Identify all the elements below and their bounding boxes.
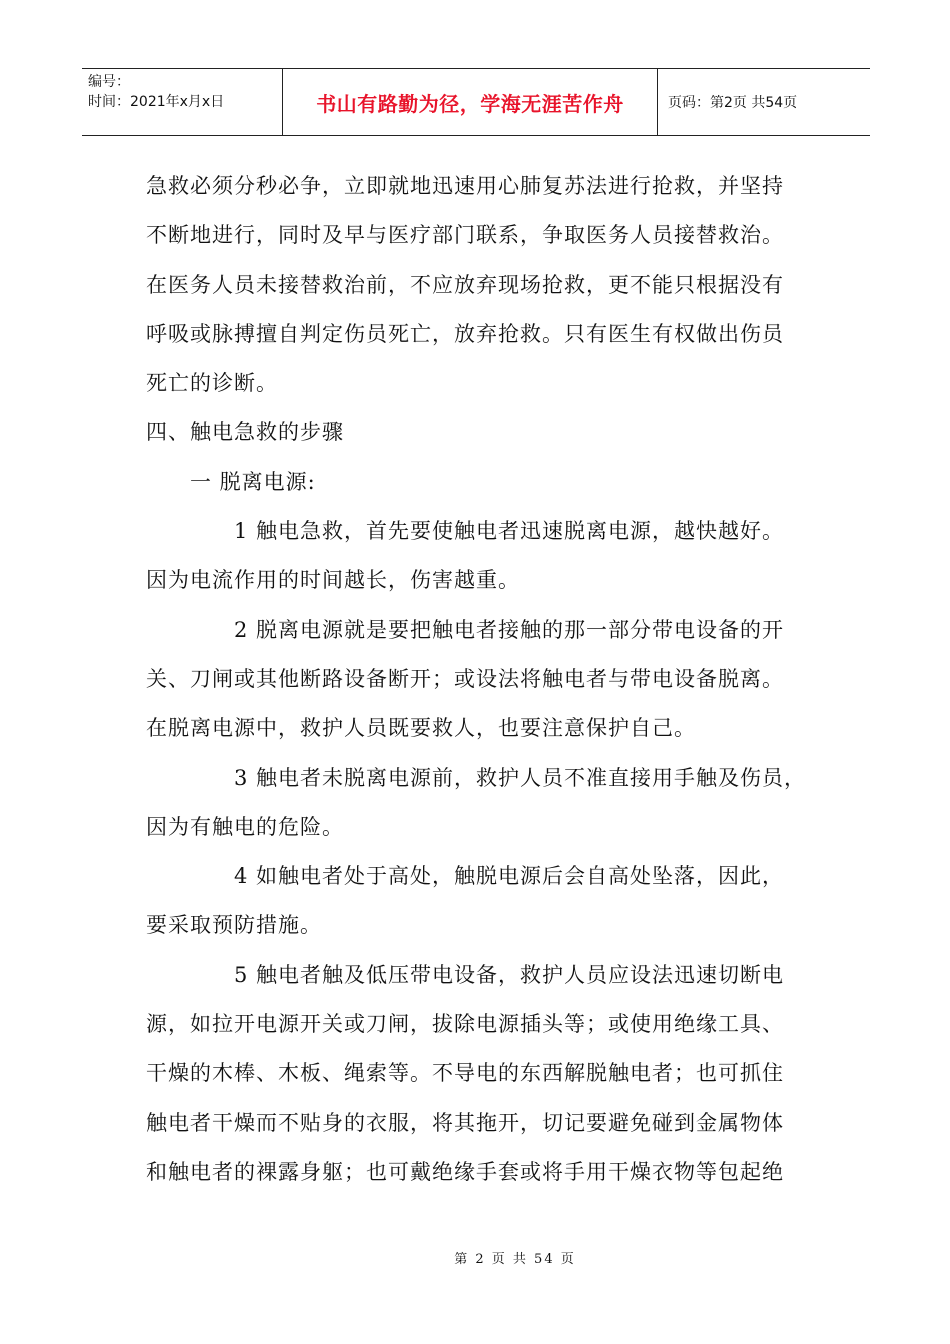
paragraph-line: 3 触电者未脱离电源前，救护人员不准直接用手触及伤员， — [234, 765, 807, 790]
paragraph-line: 干燥的木棒、木板、绳索等。不导电的东西解脱触电者；也可抓住 — [146, 1061, 784, 1086]
paragraph-line: 因为电流作用的时间越长，伤害越重。 — [146, 568, 520, 593]
paragraph-line: 源，如拉开电源开关或刀闸，拔除电源插头等；或使用绝缘工具、 — [146, 1012, 784, 1037]
paragraph-line: 5 触电者触及低压带电设备，救护人员应设法迅速切断电 — [234, 962, 785, 987]
paragraph-line: 不断地进行，同时及早与医疗部门联系，争取医务人员接替救治。 — [146, 223, 784, 248]
paragraph-line: 触电者干燥而不贴身的衣服，将其拖开，切记要避免碰到金属物体 — [146, 1110, 784, 1135]
paragraph-line: 1 触电急救，首先要使触电者迅速脱离电源，越快越好。 — [234, 519, 785, 544]
paragraph-line: 死亡的诊断。 — [146, 371, 278, 396]
paragraph-line: 4 如触电者处于高处，触脱电源后会自高处坠落，因此， — [234, 864, 785, 889]
paragraph-line: 2 脱离电源就是要把触电者接触的那一部分带电设备的开 — [234, 617, 785, 642]
paragraph-line: 关、刀闸或其他断路设备断开；或设法将触电者与带电设备脱离。 — [146, 666, 784, 691]
document-date: 时间：2021年x月x日 — [88, 94, 225, 110]
paragraph-line: 呼吸或脉搏擅自判定伤员死亡，放弃抢救。只有医生有权做出伤员 — [146, 321, 784, 346]
subsection-heading: 一 脱离电源: — [190, 469, 316, 494]
paragraph-line: 因为有触电的危险。 — [146, 814, 344, 839]
paragraph-line: 要采取预防措施。 — [146, 913, 322, 938]
document-number-label: 编号： — [88, 74, 130, 90]
page-header — [82, 68, 870, 136]
paragraph-line: 急救必须分秒必争，立即就地迅速用心肺复苏法进行抢救，并坚持 — [146, 174, 784, 198]
header-page-info: 页码：第2页 共54页 — [668, 95, 798, 111]
page-footer: 第 2 页 共 54 页 — [454, 1252, 576, 1267]
header-meta — [82, 69, 282, 135]
paragraph-line: 在医务人员未接替救治前，不应放弃现场抢救，更不能只根据没有 — [146, 272, 784, 297]
paragraph-line: 在脱离电源中，救护人员既要救人，也要注意保护自己。 — [146, 716, 696, 741]
header-motto: 书山有路勤为径，学海无涯苦作舟 — [282, 69, 658, 135]
paragraph-line: 和触电者的裸露身躯；也可戴绝缘手套或将手用干燥衣物等包起绝 — [146, 1159, 784, 1184]
section-heading: 四、触电急救的步骤 — [146, 420, 344, 445]
document-body — [146, 162, 806, 1197]
